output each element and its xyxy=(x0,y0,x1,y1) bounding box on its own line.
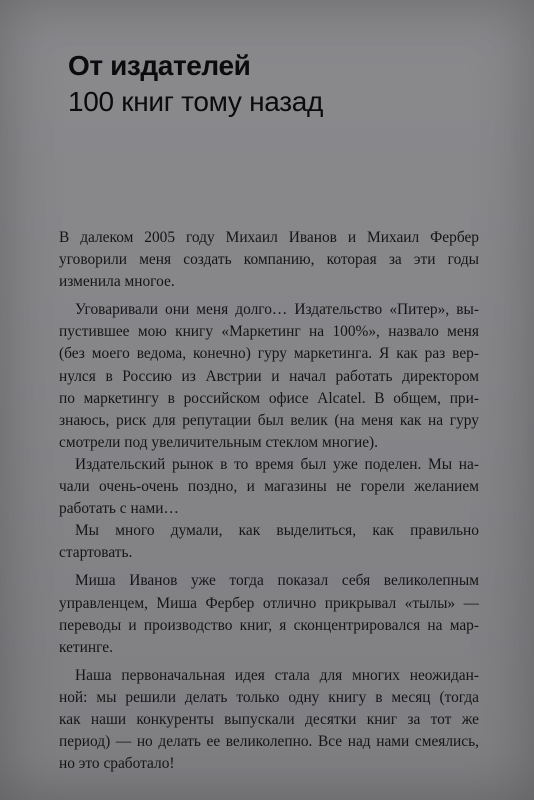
chapter-heading xyxy=(68,48,488,120)
text-line: по маркетингу в российском офисе Alcatel. В общем, при- xyxy=(59,389,479,407)
paragraph-5 xyxy=(59,570,479,658)
text-line: уговорили меня создать компанию, которая за эти годы xyxy=(59,251,479,269)
text-line: период) — но делать ее великолепно. Все над нами смеялись, xyxy=(59,733,479,751)
text-line: как наши конкуренты выпускали десятки книг за тот же xyxy=(59,710,479,728)
text-line: Миша Иванов уже тогда показал себя великолепным xyxy=(75,572,479,590)
text-line: Издательский рынок в то время был уже поделен. Мы на- xyxy=(75,455,479,473)
text-line: кетинге. xyxy=(59,638,113,656)
paragraph-3 xyxy=(59,454,479,520)
text-line: знаюсь, риск для репутации был велик (на меня как на гуру xyxy=(59,411,479,429)
text-line: изменила многое. xyxy=(59,273,175,291)
paragraph-6 xyxy=(59,665,479,775)
text-line: смотрели под увеличительным стеклом многие). xyxy=(59,433,379,451)
text-line: (без моего ведома, конечно) гуру маркетинга. Я как раз вер- xyxy=(59,345,479,363)
chapter-title: От издателей xyxy=(68,50,251,81)
text-line: нулся в Россию из Австрии и начал работать директором xyxy=(59,367,479,385)
text-line: стартовать. xyxy=(59,544,133,562)
paragraph-4 xyxy=(59,520,479,564)
text-line: Мы много думали, как выделиться, как правильно xyxy=(75,522,479,540)
body-text xyxy=(59,227,479,775)
text-line: Уговаривали они меня долго… Издательство «Питер», вы- xyxy=(75,301,479,319)
text-line: Наша первоначальная идея стала для многих неожидан- xyxy=(75,666,479,684)
text-line: управленцем, Миша Фербер отлично прикрывал «тылы» — xyxy=(59,594,479,612)
text-line: работать с нами… xyxy=(59,500,179,518)
text-line: пустившее мою книгу «Маркетинг на 100%», назвало меня xyxy=(59,323,479,341)
text-line: но это сработало! xyxy=(59,755,175,773)
paragraph-2 xyxy=(59,299,479,454)
text-line: В далеком 2005 году Михаил Иванов и Михаил Фербер xyxy=(59,229,479,246)
text-line: чали очень-очень поздно, и магазины не горели желанием xyxy=(59,478,479,496)
text-line: переводы и производство книг, я сконцентрировался на мар- xyxy=(59,616,479,634)
chapter-subtitle: 100 книг тому назад xyxy=(68,86,324,117)
paragraph-1 xyxy=(59,227,479,293)
text-line: ной: мы решили делать только одну книгу в месяц (тогда xyxy=(59,688,479,706)
